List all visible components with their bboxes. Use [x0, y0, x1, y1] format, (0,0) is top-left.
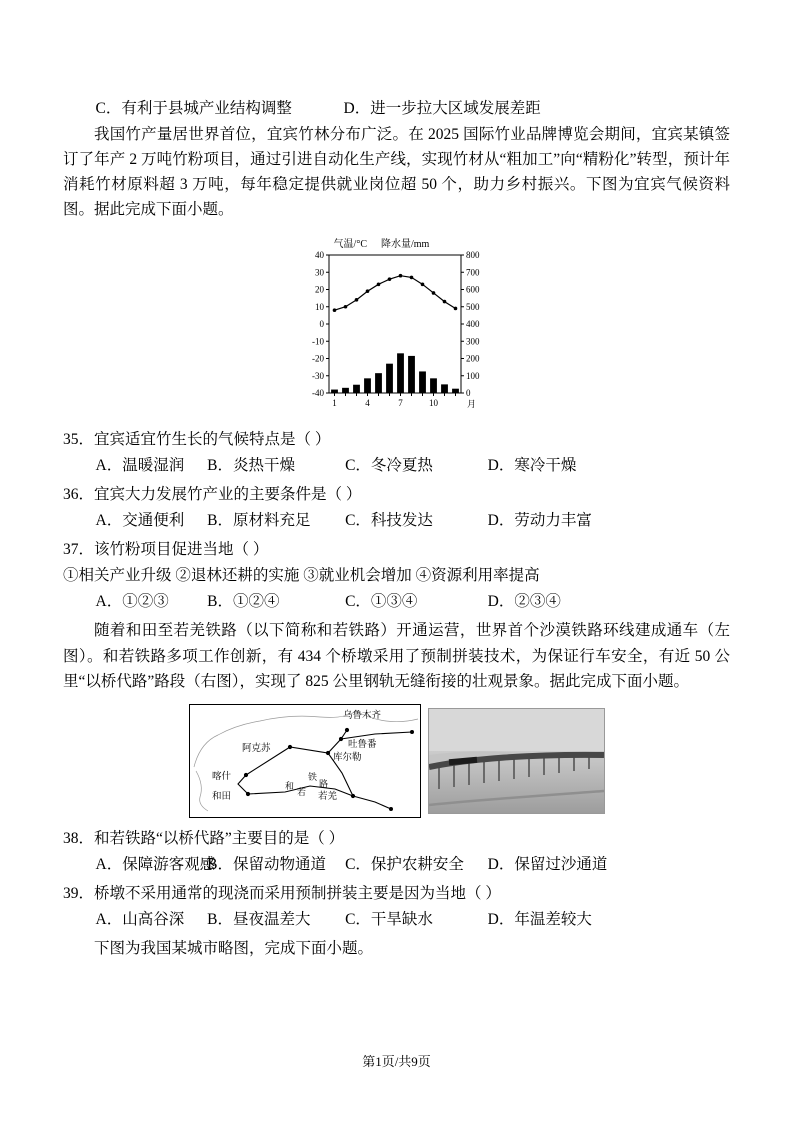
svg-text:-40: -40 [311, 387, 324, 398]
svg-text:乌鲁木齐: 乌鲁木齐 [342, 710, 381, 721]
svg-text:-10: -10 [311, 335, 324, 346]
question-39-options [63, 907, 730, 932]
svg-text:0: 0 [465, 387, 470, 398]
option-b: B．昼夜温差大 [207, 911, 311, 929]
question-39-stem: 39．桥墩不采用通常的现浇而采用预制拼装主要是因为当地（ ） [63, 884, 501, 902]
svg-text:吐鲁番: 吐鲁番 [347, 739, 377, 750]
svg-text:若羌: 若羌 [317, 791, 337, 802]
option-d: D．保留过沙通道 [487, 855, 608, 873]
page-footer: 第1页/共9页 [362, 1053, 431, 1069]
question-36-stem: 36．宜宾大力发展竹产业的主要条件是（ ） [63, 485, 362, 503]
option-a: A．山高谷深 [95, 911, 185, 929]
svg-text:700: 700 [465, 266, 479, 277]
option-c: C．保护农耕安全 [345, 855, 464, 873]
bridge-photo-svg [429, 709, 604, 813]
passage-city-intro: 下图为我国某城市略图，完成下面小题。 [94, 940, 374, 958]
railway-map-svg [190, 705, 420, 817]
svg-text:若: 若 [296, 786, 306, 797]
option-c: C．冬冷夏热 [345, 456, 433, 474]
svg-text:40: 40 [314, 249, 324, 260]
svg-text:300: 300 [465, 335, 479, 346]
svg-text:100: 100 [465, 370, 479, 381]
svg-text:7: 7 [397, 397, 403, 408]
sky [429, 709, 604, 751]
option-b: B．保留动物通道 [207, 855, 326, 873]
prev-question-options [63, 96, 730, 121]
svg-text:阿克苏: 阿克苏 [241, 743, 271, 754]
svg-text:库尔勒: 库尔勒 [332, 752, 362, 763]
railway-figures [63, 704, 730, 818]
climate-chart-svg [289, 231, 505, 415]
question-37-options [63, 589, 730, 614]
option-a: A．①②③ [95, 593, 169, 611]
question-35-stem: 35．宜宾适宜竹生长的气候特点是（ ） [63, 430, 331, 448]
question-36-options [63, 508, 730, 533]
question-35-options [63, 453, 730, 478]
svg-text:气温/°C: 气温/°C [333, 238, 367, 250]
svg-text:20: 20 [314, 284, 324, 295]
svg-text:600: 600 [465, 284, 479, 295]
option-b: B．炎热干燥 [207, 456, 295, 474]
passage-railway: 随着和田至若羌铁路（以下简称和若铁路）开通运营，世界首个沙漠铁路环线建成通车（左图）。和若铁路多项工作创新，有 434 个桥墩采用了预制拼装技术，为保证行车安全，有近 50 公里“以桥代路”路段（右图），实现了 825 公里钢轨无缝衔接的壮观景象。据此完成下面小题。 [63, 622, 730, 690]
svg-text:铁: 铁 [307, 771, 317, 782]
svg-text:10: 10 [428, 397, 438, 408]
option-d: D．进一步拉大区域发展差距 [343, 100, 541, 117]
question-38-options [63, 852, 730, 877]
railway-map [189, 704, 421, 818]
svg-text:-20: -20 [311, 353, 324, 364]
option-b: B．原材料充足 [207, 511, 311, 529]
option-a: A．交通便利 [95, 511, 185, 529]
option-d: D．②③④ [487, 593, 561, 611]
option-c: C．①③④ [345, 593, 418, 611]
svg-text:10: 10 [314, 301, 324, 312]
svg-text:500: 500 [465, 301, 479, 312]
svg-text:月: 月 [466, 398, 476, 409]
svg-text:800: 800 [465, 249, 479, 260]
svg-text:喀什: 喀什 [211, 771, 231, 782]
railway-end-dots [389, 730, 414, 811]
option-c: C．有利于县城产业结构调整 [95, 100, 292, 117]
svg-text:路: 路 [318, 778, 328, 789]
question-37-stem: 37．该竹粉项目促进当地（ ） [63, 541, 269, 559]
svg-text:1: 1 [331, 397, 337, 408]
svg-text:200: 200 [465, 353, 479, 364]
option-b: B．①②④ [207, 593, 280, 611]
svg-text:4: 4 [364, 397, 370, 408]
question-38-stem: 38．和若铁路“以桥代路”主要目的是（ ） [63, 829, 345, 847]
option-d: D．寒冷干燥 [487, 456, 577, 474]
climate-chart [63, 231, 730, 423]
svg-text:和田: 和田 [211, 791, 231, 802]
railway-bridge-photo [428, 708, 605, 814]
svg-text:降水量/mm: 降水量/mm [380, 238, 429, 250]
svg-text:30: 30 [314, 266, 324, 277]
svg-text:0: 0 [319, 318, 324, 329]
question-37-items: ①相关产业升级 ②退林还耕的实施 ③就业机会增加 ④资源利用率提高 [63, 567, 540, 585]
option-c: C．干旱缺水 [345, 911, 433, 929]
svg-text:400: 400 [465, 318, 479, 329]
svg-text:-30: -30 [311, 370, 324, 381]
passage-bamboo: 我国竹产量居世界首位，宜宾竹林分布广泛。在 2025 国际竹业品牌博览会期间，宜宾某镇签订了年产 2 万吨竹粉项目，通过引进自动化生产线，实现竹材从“粗加工”向“精粉化”转型，预计年消耗竹材原料超 3 万吨，每年稳定提供就业岗位超 50 个，助力乡村振兴。下图为宜宾气候资料图。据此完成下面小题。 [63, 126, 730, 219]
option-d: D．劳动力丰富 [487, 511, 592, 529]
option-c: C．科技发达 [345, 511, 433, 529]
svg-text:和: 和 [284, 780, 294, 791]
option-a: A．保障游客观感 [95, 855, 216, 873]
option-a: A．温暖湿润 [95, 456, 185, 474]
option-d: D．年温差较大 [487, 911, 592, 929]
